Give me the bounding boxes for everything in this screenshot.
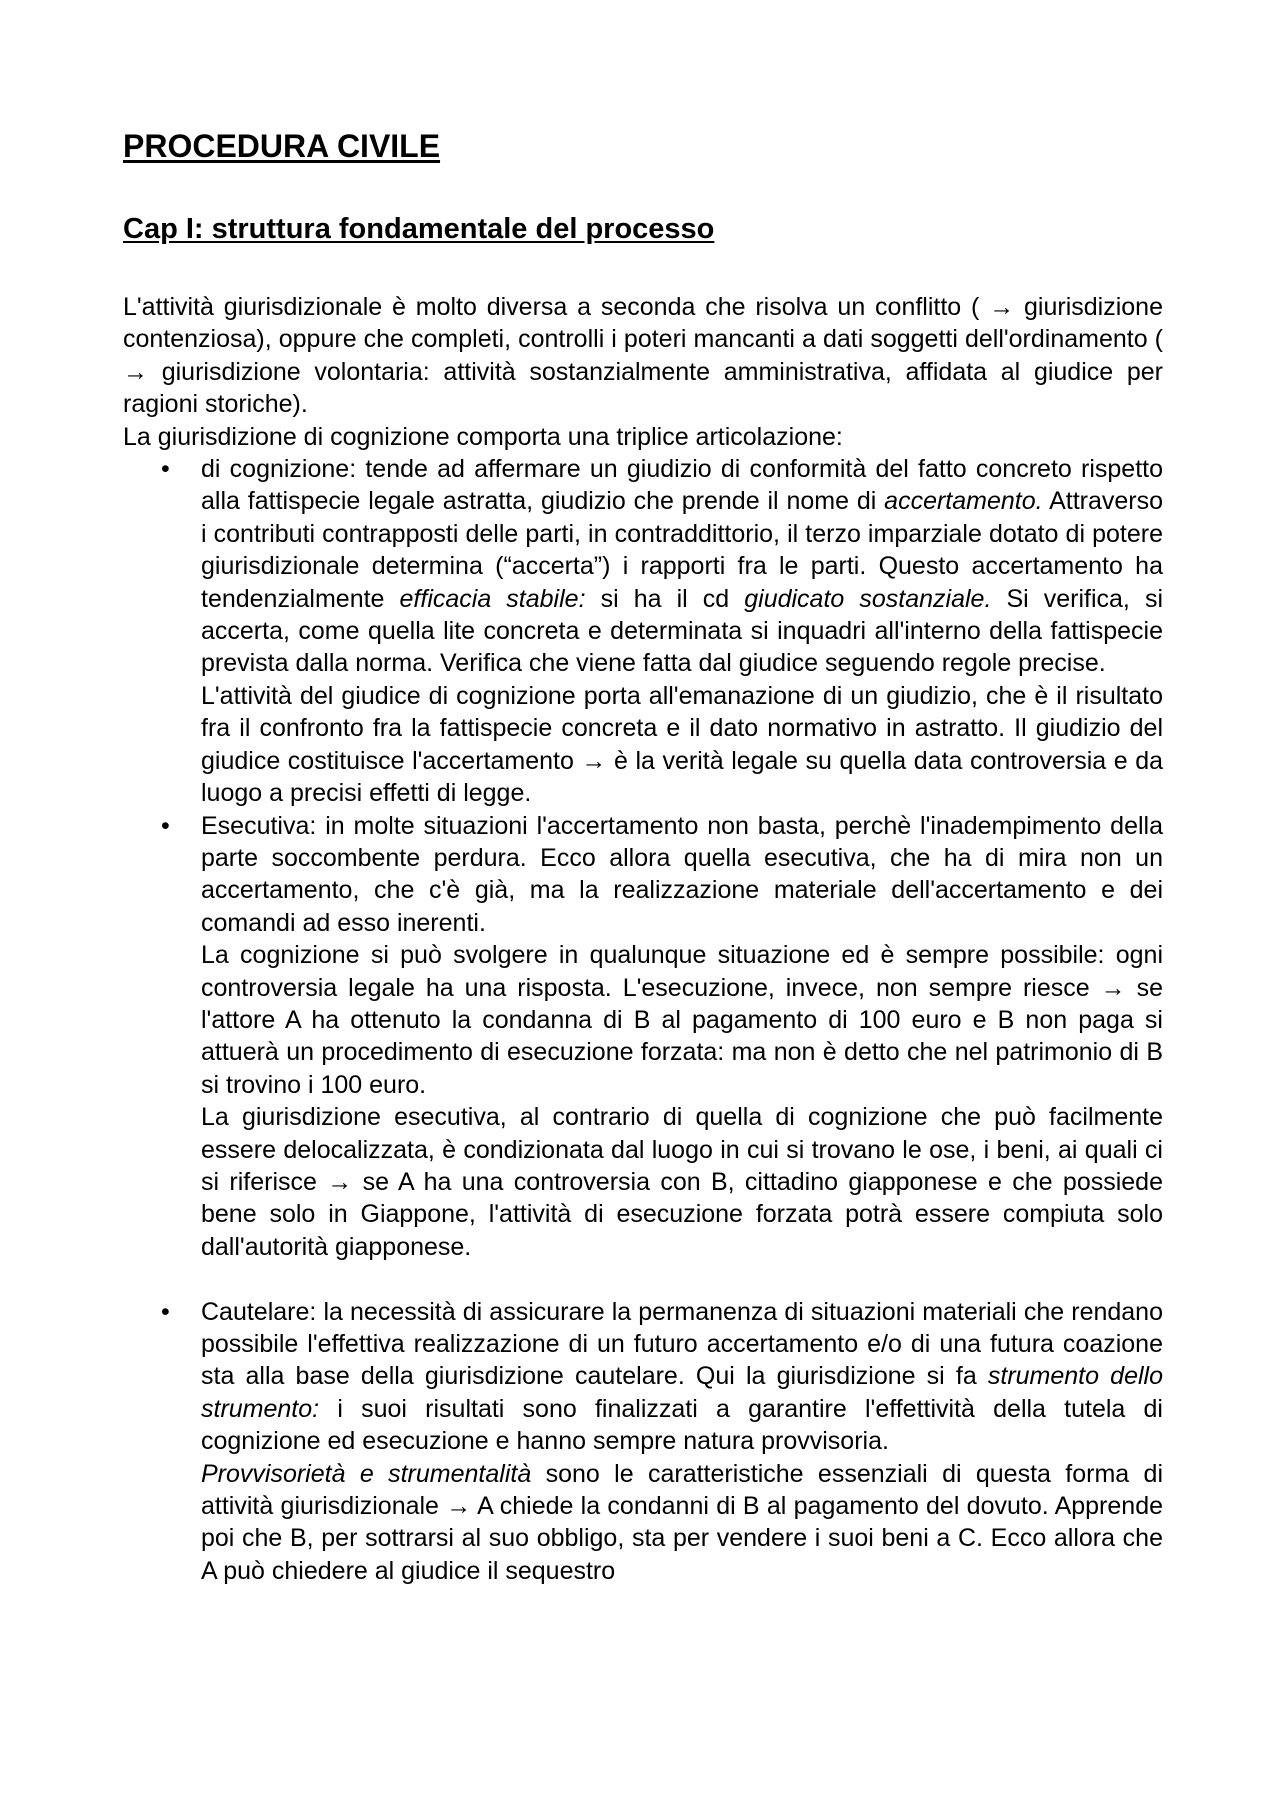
esecutiva-paragraph-1: Esecutiva: in molte situazioni l'accertamento non basta, perchè l'inadempimento della parte soccombente perdura. Ecco allora quella esecutiva, che ha di mira non un accertamento, che c'è già, ma la realizzazione materiale dell'accertamento e dei comandi ad esso inerenti.: [201, 811, 1163, 937]
text-run: Attraverso i contributi contrapposti delle parti, in contraddittorio, il terzo imparziale dotato di potere giurisdizionale determina (“accerta”) i rapporti fra le parti. Questo accertamento ha tendenzialmente: [201, 487, 1164, 613]
text-run: di cognizione: tende ad affermare un giudizio di conformità del fatto concreto rispetto alla fattispecie legale astratta, giudizio che prende il nome di: [201, 455, 1163, 516]
text-run: sono le caratteristiche essenziali di questa forma di attività giurisdizionale → A chiede la condanni di B al pagamento del dovuto. Apprende poi che B, per sottrarsi al suo obbligo, sta per vendere i suoi beni a C. Ecco allora che A può chiedere al giudice il sequestro: [201, 1459, 1164, 1585]
document-title: PROCEDURA CIVILE: [123, 128, 441, 164]
bullet-mark: •: [161, 1297, 170, 1326]
esecutiva-paragraph-3: La giurisdizione esecutiva, al contrario di quella di cognizione che può facilmente essere delocalizzata, è condizionata dal luogo in cui si trovano le ose, i beni, ai quali ci si riferisce → se A ha una controversia con B, cittadino giapponese e che possiede bene solo in Giappone, l'attività di esecuzione forzata potrà essere compiuta solo dall'autorità giapponese.: [201, 1103, 1163, 1261]
text-run: Si verifica, si accerta, come quella lite concreta e determinata si inquadri all'interno della fattispecie prevista dalla norma. Verifica che viene fatta dal giudice seguendo regole precise.: [201, 584, 1163, 678]
text-run: i suoi risultati sono finalizzati a garantire l'effettività della tutela di cognizione ed esecuzione e hanno sempre natura provvisoria.: [201, 1394, 1163, 1456]
intro-list-lead: La giurisdizione di cognizione comporta una triplice articolazione:: [123, 422, 843, 451]
intro-paragraph: L'attività giurisdizionale è molto diversa a seconda che risolva un conflitto ( → giurisdizione contenziosa), oppure che completi, controlli i poteri mancanti a dati soggetti dell'ordinamento ( → giurisdizione volontaria: attività sostanzialmente amministrativa, affidata al giudice per ragioni storiche).: [123, 293, 1163, 419]
document-body: [123, 291, 1163, 1587]
jurisdiction-types-list: [123, 453, 1163, 1263]
list-item-cognizione: [123, 453, 1163, 809]
list-item-esecutiva: [123, 810, 1163, 1264]
italic-term: Provvisorietà e strumentalità: [201, 1459, 532, 1488]
italic-term: giudicato sostanziale.: [744, 584, 992, 613]
bullet-mark: •: [161, 455, 170, 484]
esecutiva-paragraph-2: La cognizione si può svolgere in qualunque situazione ed è sempre possibile: ogni controversia legale ha una risposta. L'esecuzione, invece, non sempre riesce → se l'attore A ha ottenuto la condanna di B al pagamento di 100 euro e B non paga si attuerà un procedimento di esecuzione forzata: ma non è detto che nel patrimonio di B si trovino i 100 euro.: [201, 941, 1163, 1099]
italic-term: accertamento.: [884, 487, 1043, 516]
chapter-heading: Cap I: struttura fondamentale del processo: [123, 213, 715, 245]
italic-term: strumento dello strumento:: [201, 1362, 1163, 1423]
cautelare-paragraph-2: [201, 1458, 1163, 1588]
list-item-cautelare: [123, 1296, 1163, 1588]
cognizione-paragraph-1: [201, 453, 1163, 680]
blank-line: [123, 1263, 1163, 1295]
jurisdiction-types-list-continued: [123, 1296, 1163, 1588]
text-run: si ha il cd: [585, 584, 745, 613]
italic-term: efficacia stabile:: [399, 584, 586, 613]
cautelare-paragraph-1: [201, 1296, 1163, 1458]
cognizione-paragraph-2: L'attività del giudice di cognizione porta all'emanazione di un giudizio, che è il risultato fra il confronto fra la fattispecie concreta e il dato normativo in astratto. Il giudizio del giudice costituisce l'accertamento → è la verità legale su quella data controversia e da luogo a precisi effetti di legge.: [201, 681, 1163, 808]
text-run: Cautelare: la necessità di assicurare la permanenza di situazioni materiali che rendano possibile l'effettiva realizzazione di un futuro accertamento e/o di una futura coazione sta alla base della giurisdizione cautelare. Qui la giurisdizione si fa: [201, 1297, 1163, 1391]
bullet-mark: •: [161, 811, 170, 840]
